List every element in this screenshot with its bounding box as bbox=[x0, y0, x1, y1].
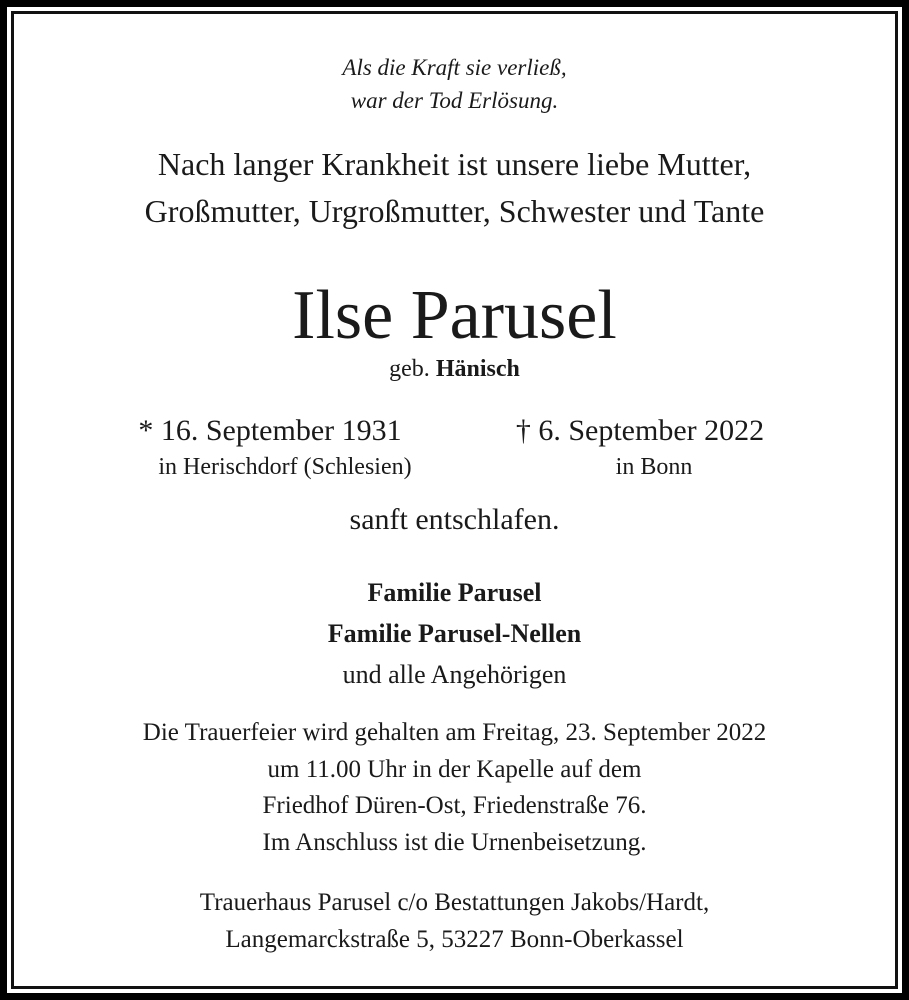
ceremony-line-1: Die Trauerfeier wird gehalten am Freitag, 23. September 2022 bbox=[142, 719, 767, 746]
motto-line-2: war der Tod Erlösung. bbox=[350, 88, 559, 113]
death-date: † 6. September 2022 bbox=[515, 414, 765, 447]
deceased-name: Ilse Parusel bbox=[292, 277, 617, 354]
birth-date: * 16. September 1931 bbox=[138, 414, 402, 447]
mourner-2: Familie Parusel-Nellen bbox=[327, 619, 582, 648]
intro-line-2: Großmutter, Urgroßmutter, Schwester und Tante bbox=[144, 193, 765, 229]
mourner-3: und alle Angehörigen bbox=[342, 660, 567, 689]
motto-line-1: Als die Kraft sie verließ, bbox=[342, 55, 567, 80]
birth-place: in Herischdorf (Schlesien) bbox=[158, 454, 412, 480]
ceremony-line-4: Im Anschluss ist die Urnenbeisetzung. bbox=[262, 829, 647, 856]
maiden-prefix: geb. bbox=[389, 356, 430, 382]
address-line-1: Trauerhaus Parusel c/o Bestattungen Jakobs/Hardt, bbox=[199, 889, 710, 916]
mourner-1: Familie Parusel bbox=[367, 578, 542, 607]
maiden-surname: Hänisch bbox=[435, 356, 520, 382]
maiden-name bbox=[0, 357, 909, 381]
death-place: in Bonn bbox=[615, 454, 693, 480]
address-line-2: Langemarckstraße 5, 53227 Bonn-Oberkassel bbox=[225, 926, 684, 953]
ceremony-line-3: Friedhof Düren-Ost, Friedenstraße 76. bbox=[262, 792, 647, 819]
intro-line-1: Nach langer Krankheit ist unsere liebe Mutter, bbox=[157, 146, 752, 182]
ceremony-line-2: um 11.00 Uhr in der Kapelle auf dem bbox=[267, 756, 642, 783]
passed-text: sanft entschlafen. bbox=[349, 503, 560, 536]
